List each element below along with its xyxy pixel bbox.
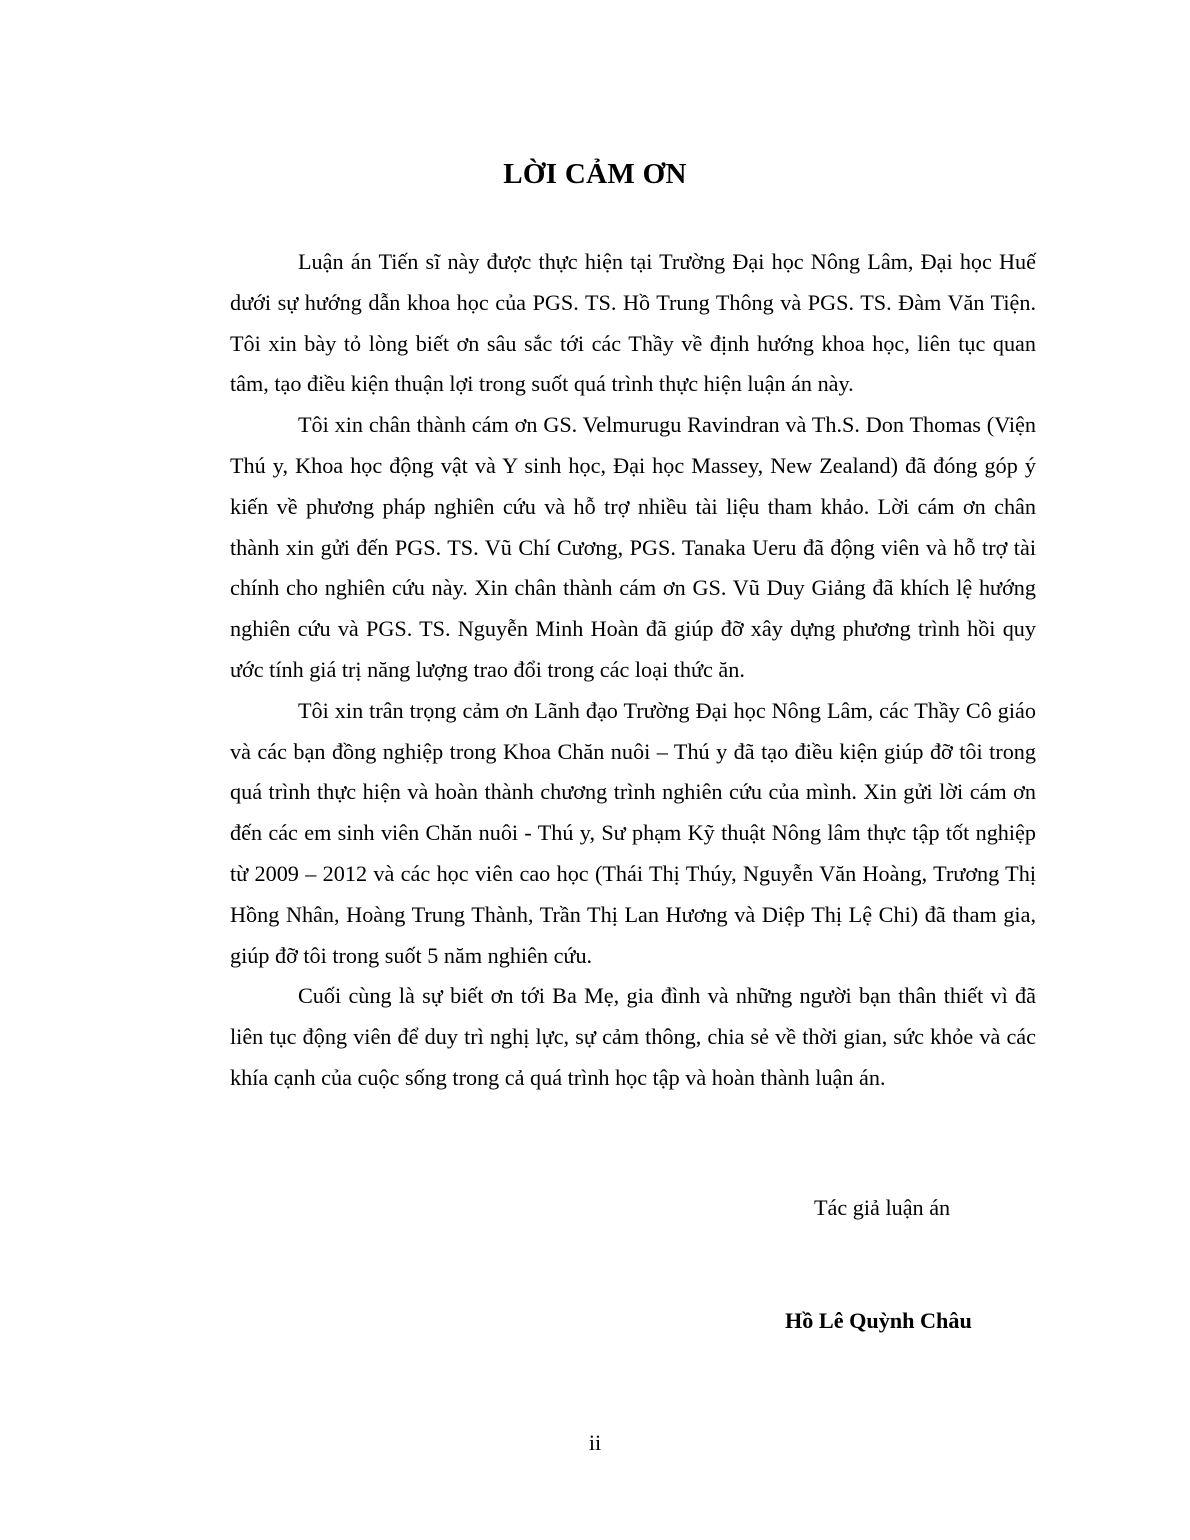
signature-name: Hồ Lê Quỳnh Châu [785,1308,972,1333]
page-title: LỜI CẢM ƠN [503,158,687,190]
signature-role: Tác giả luận án [814,1195,951,1220]
paragraph-advisors: Luận án Tiến sĩ này được thực hiện tại Trường Đại học Nông Lâm, Đại học Huế dưới sự hướng dẫn khoa học của PGS. TS. Hồ Trung Thông và PGS. TS. Đàm Văn Tiện. Tôi xin bày tỏ lòng biết ơn sâu sắc tới các Thầy về định hướng khoa học, liên tục quan tâm, tạo điều kiện thuận lợi trong suốt quá trình thực hiện luận án này. [230,249,1036,397]
paragraph-university: Tôi xin trân trọng cảm ơn Lãnh đạo Trường Đại học Nông Lâm, các Thầy Cô giáo và các bạn đồng nghiệp trong Khoa Chăn nuôi – Thú y đã tạo điều kiện giúp đỡ tôi trong quá trình thực hiện và hoàn thành chương trình nghiên cứu của mình. Xin gửi lời cám ơn đến các em sinh viên Chăn nuôi - Thú y, Sư phạm Kỹ thuật Nông lâm thực tập tốt nghiệp từ 2009 – 2012 và các học viên cao học (Thái Thị Thúy, Nguyễn Văn Hoàng, Trương Thị Hồng Nhân, Hoàng Trung Thành, Trần Thị Lan Hương và Diệp Thị Lệ Chi) đã tham gia, giúp đỡ tôi trong suốt 5 năm nghiên cứu. [230,697,1036,968]
paragraph-family: Cuối cùng là sự biết ơn tới Ba Mẹ, gia đình và những người bạn thân thiết vì đã liên tục động viên để duy trì nghị lực, sự cảm thông, chia sẻ về thời gian, sức khỏe và các khía cạnh của cuộc sống trong cả quá trình học tập và hoàn thành luận án. [230,983,1036,1090]
page-number: ii [588,1430,602,1455]
paragraph-collaborators: Tôi xin chân thành cám ơn GS. Velmurugu Ravindran và Th.S. Don Thomas (Viện Thú y, Khoa học động vật và Y sinh học, Đại học Massey, New Zealand) đã đóng góp ý kiến về phương pháp nghiên cứu và hỗ trợ nhiều tài liệu tham khảo. Lời cám ơn chân thành xin gửi đến PGS. TS. Vũ Chí Cương, PGS. Tanaka Ueru đã động viên và hỗ trợ tài chính cho nghiên cứu này. Xin chân thành cám ơn GS. Vũ Duy Giảng đã khích lệ hướng nghiên cứu và PGS. TS. Nguyễn Minh Hoàn đã giúp đỡ xây dựng phương trình hồi quy ước tính giá trị năng lượng trao đổi trong các loại thức ăn. [230,412,1036,682]
acknowledgement-body [230,242,1036,1099]
